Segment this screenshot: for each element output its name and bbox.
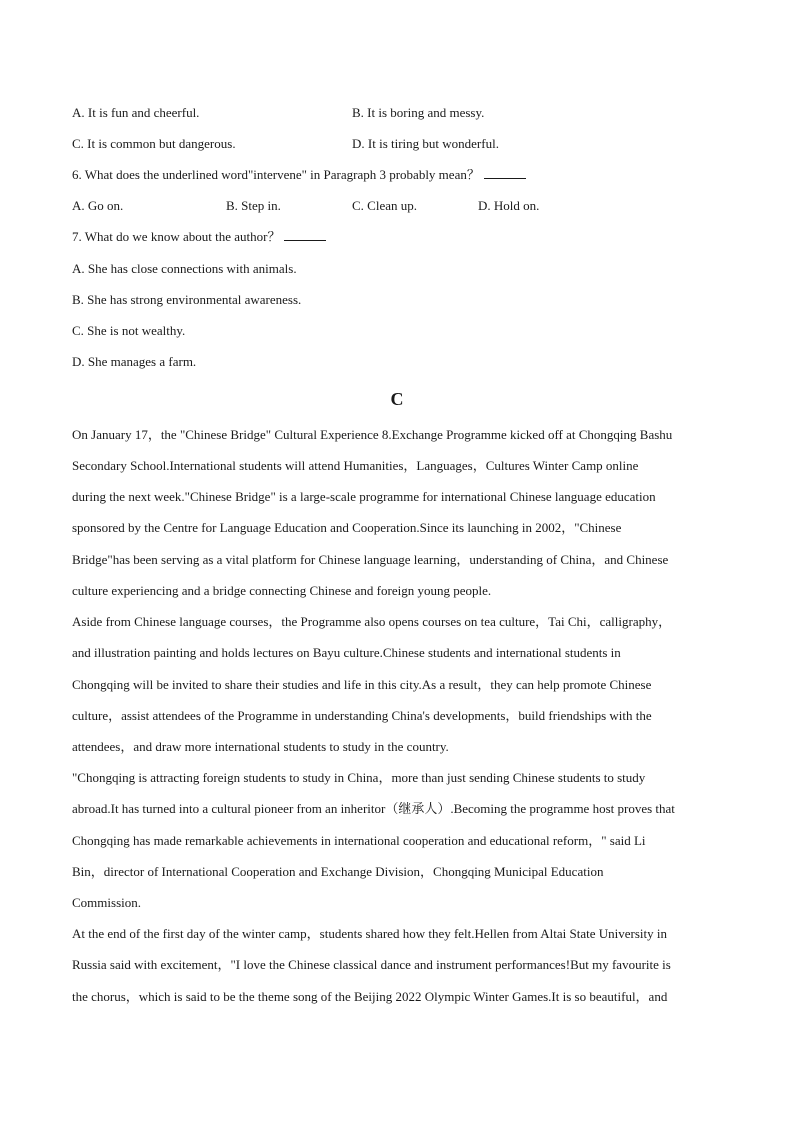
passage-line: during the next week."Chinese Bridge" is a large-scale programme for international Chinese language education — [72, 489, 656, 504]
passage-line: Secondary School.International students will attend Humanities，Languages，Cultures Winter Camp online — [72, 458, 639, 473]
q7-question — [72, 229, 326, 245]
passage-line: attendees，and draw more international students to study in the country. — [72, 739, 449, 754]
passage-line: Aside from Chinese language courses，the Programme also opens courses on tea culture，Tai Chi，calligraphy， — [72, 614, 672, 629]
q6-option-b: B. Step in. — [226, 198, 281, 213]
passage-line: culture，assist attendees of the Programme in understanding China's developments，build friendships with the — [72, 708, 652, 723]
q7-answer-blank — [284, 229, 326, 241]
passage-line: Chongqing will be invited to share their studies and life in this city.As a result，they can help promote Chinese — [72, 677, 652, 692]
q5-option-c: C. It is common but dangerous. — [72, 136, 236, 151]
passage-line: Russia said with excitement，"I love the Chinese classical dance and instrument performances!But my favourite is — [72, 957, 671, 972]
passage-line: Commission. — [72, 895, 141, 910]
q6-question — [72, 167, 526, 183]
passage-line: abroad.It has turned into a cultural pioneer from an inheritor（继承人）.Becoming the programme host proves that — [72, 801, 675, 816]
q6-answer-blank — [484, 167, 526, 179]
passage-line: "Chongqing is attracting foreign students to study in China，more than just sending Chinese students to study — [72, 770, 646, 785]
q6-question-text: 6. What does the underlined word"intervene" in Paragraph 3 probably mean？ — [72, 167, 480, 182]
passage-line: the chorus，which is said to be the theme song of the Beijing 2022 Olympic Winter Games.It is so beautiful，and — [72, 989, 668, 1004]
passage-line: Bin，director of International Cooperation and Exchange Division，Chongqing Municipal Education — [72, 864, 604, 879]
q6-option-c: C. Clean up. — [352, 198, 417, 213]
q6-option-a: A. Go on. — [72, 198, 124, 213]
passage-line: At the end of the first day of the winter camp，students shared how they felt.Hellen from Altai State University in — [72, 926, 667, 941]
section-title: C — [390, 389, 404, 409]
q7-option-b: B. She has strong environmental awareness. — [72, 292, 302, 307]
q7-option-d: D. She manages a farm. — [72, 354, 197, 369]
passage-line: Bridge"has been serving as a vital platform for Chinese language learning，understanding of China，and Chinese — [72, 552, 669, 567]
q7-option-c: C. She is not wealthy. — [72, 323, 186, 338]
q5-option-a: A. It is fun and cheerful. — [72, 105, 200, 120]
q7-question-text: 7. What do we know about the author？ — [72, 229, 281, 244]
passage-line: Chongqing has made remarkable achievements in international cooperation and educational reform，" said Li — [72, 833, 646, 848]
q6-option-d: D. Hold on. — [478, 198, 540, 213]
q5-option-b: B. It is boring and messy. — [352, 105, 485, 120]
passage-line: sponsored by the Centre for Language Education and Cooperation.Since its launching in 2002，"Chinese — [72, 520, 622, 535]
passage-line: and illustration painting and holds lectures on Bayu culture.Chinese students and international students in — [72, 645, 621, 660]
passage-line: On January 17，the "Chinese Bridge" Cultural Experience 8.Exchange Programme kicked off at Chongqing Bashu — [72, 427, 673, 442]
q5-option-d: D. It is tiring but wonderful. — [352, 136, 499, 151]
passage-line: culture experiencing and a bridge connecting Chinese and foreign young people. — [72, 583, 492, 598]
q7-option-a: A. She has close connections with animals. — [72, 261, 297, 276]
